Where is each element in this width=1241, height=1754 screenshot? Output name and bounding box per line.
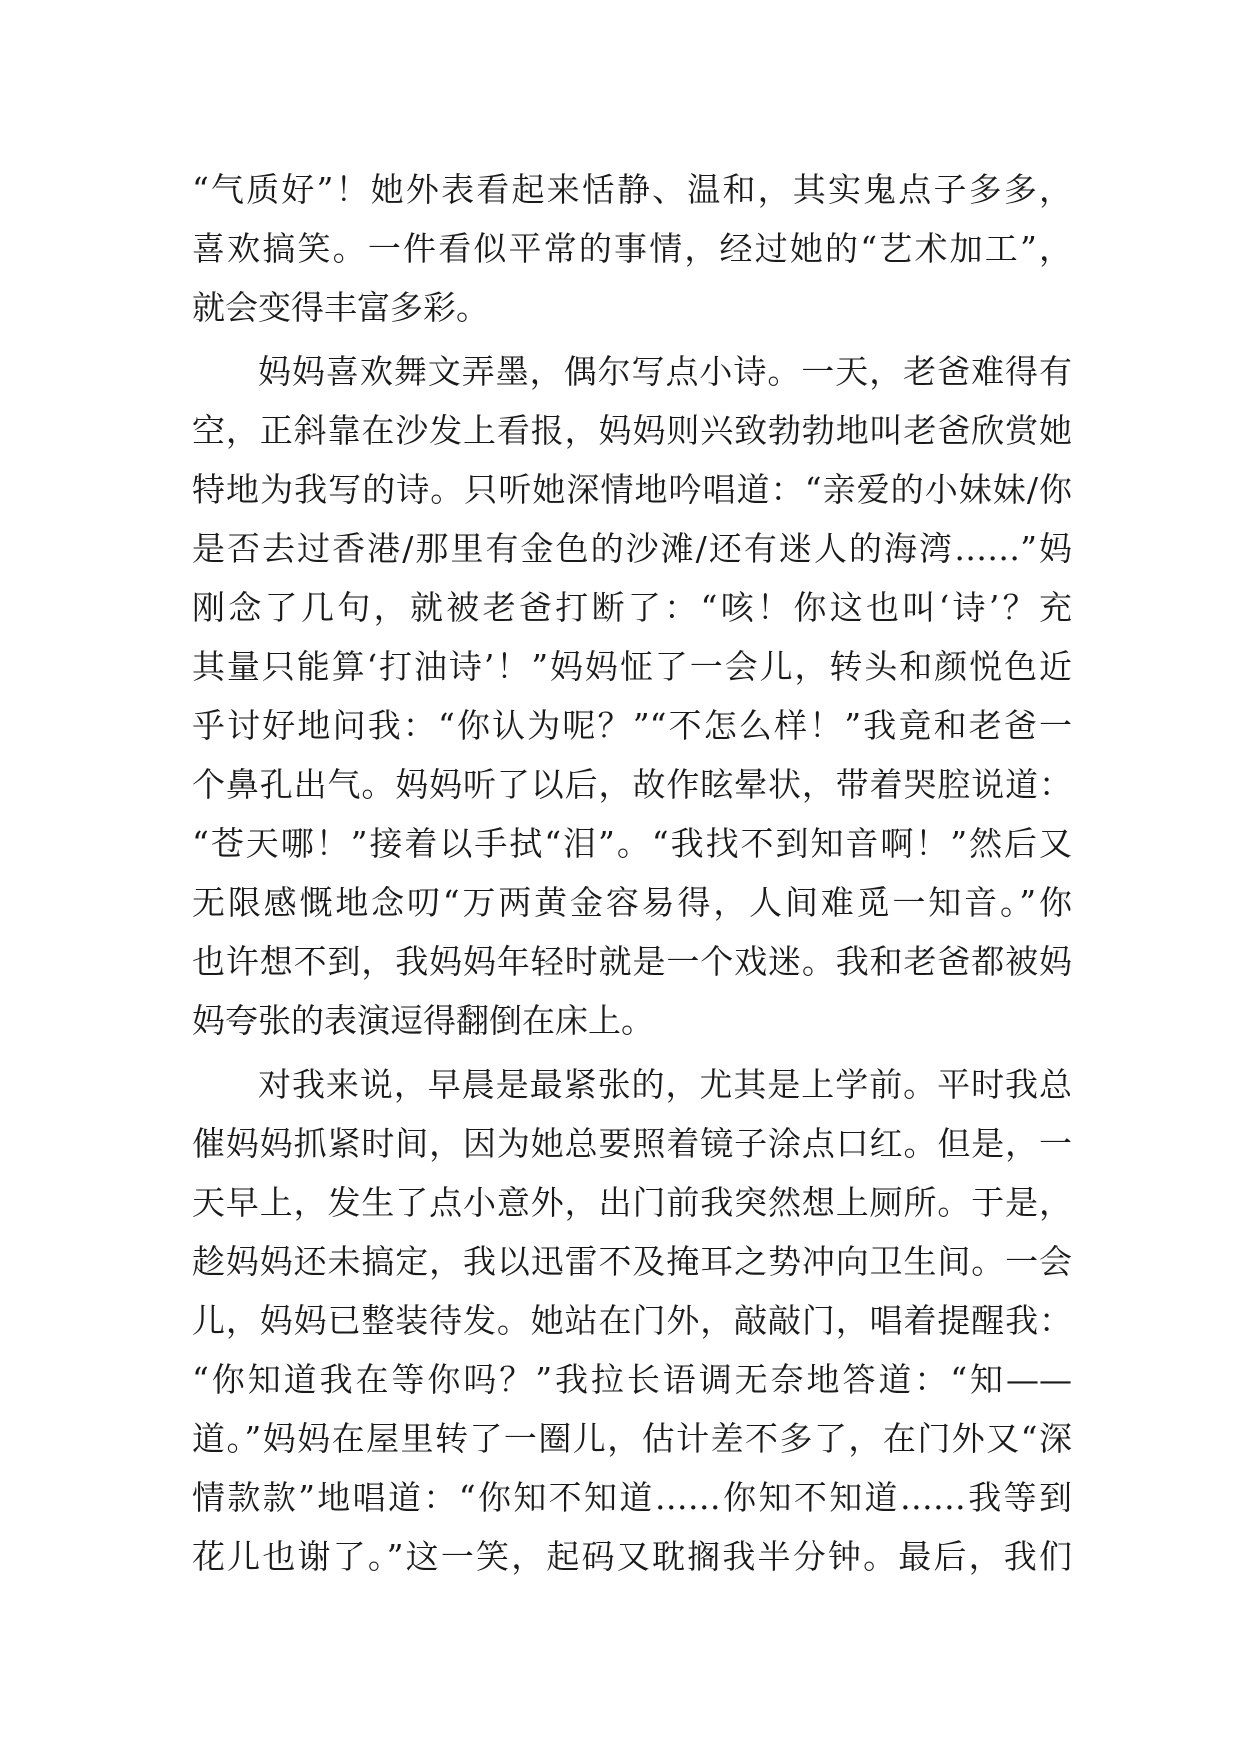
text-line: 其量只能算‘打油诗’！”妈妈怔了一会儿，转头和颜悦色近 xyxy=(192,647,1072,686)
text-line: 空，正斜靠在沙发上看报，妈妈则兴致勃勃地叫老爸欣赏她 xyxy=(192,411,1072,450)
text-line: 是否去过香港/那里有金色的沙滩/还有迷人的海湾……”妈 xyxy=(192,529,1072,568)
text-line: “气质好”！她外表看起来恬静、温和，其实鬼点子多多， xyxy=(192,170,1072,209)
text-line: 刚念了几句，就被老爸打断了：“咳！你这也叫‘诗’？充 xyxy=(192,588,1072,627)
text-line: 乎讨好地问我：“你认为呢？”“不怎么样！”我竟和老爸一 xyxy=(192,706,1072,745)
text-line: 喜欢搞笑。一件看似平常的事情，经过她的“艺术加工”， xyxy=(192,229,1072,268)
paragraph xyxy=(192,160,1072,337)
paragraph xyxy=(192,1055,1072,1586)
text-line: 也许想不到，我妈妈年轻时就是一个戏迷。我和老爸都被妈 xyxy=(192,942,1072,981)
text-line: “你知道我在等你吗？”我拉长语调无奈地答道：“知—— xyxy=(192,1360,1072,1399)
text-line: 天早上，发生了点小意外，出门前我突然想上厕所。于是， xyxy=(192,1183,1072,1222)
text-line: 妈妈喜欢舞文弄墨，偶尔写点小诗。一天，老爸难得有 xyxy=(258,352,1072,391)
text-line: 就会变得丰富多彩。 xyxy=(192,288,489,327)
text-line: 特地为我写的诗。只听她深情地吟唱道：“亲爱的小妹妹/你 xyxy=(192,470,1072,509)
text-line: “苍天哪！”接着以手拭“泪”。“我找不到知音啊！”然后又 xyxy=(192,824,1072,863)
text-line: 儿，妈妈已整装待发。她站在门外，敲敲门，唱着提醒我： xyxy=(192,1301,1072,1340)
text-line: 花儿也谢了。”这一笑，起码又耽搁我半分钟。最后，我们 xyxy=(192,1537,1072,1576)
text-line: 趁妈妈还未搞定，我以迅雷不及掩耳之势冲向卫生间。一会 xyxy=(192,1242,1072,1281)
text-line: 催妈妈抓紧时间，因为她总要照着镜子涂点口红。但是，一 xyxy=(192,1124,1072,1163)
text-line: 道。”妈妈在屋里转了一圈儿，估计差不多了，在门外又“深 xyxy=(192,1419,1072,1458)
text-line: 个鼻孔出气。妈妈听了以后，故作眩晕状，带着哭腔说道： xyxy=(192,765,1072,804)
paragraph xyxy=(192,342,1072,1050)
text-line: 无限感慨地念叨“万两黄金容易得，人间难觅一知音。”你 xyxy=(192,883,1072,922)
text-line: 妈夸张的表演逗得翻倒在床上。 xyxy=(192,1001,654,1040)
body-text xyxy=(192,160,1072,1586)
text-line: 对我来说，早晨是最紧张的，尤其是上学前。平时我总 xyxy=(258,1065,1072,1104)
text-line: 情款款”地唱道：“你知不知道……你知不知道……我等到 xyxy=(192,1478,1072,1517)
